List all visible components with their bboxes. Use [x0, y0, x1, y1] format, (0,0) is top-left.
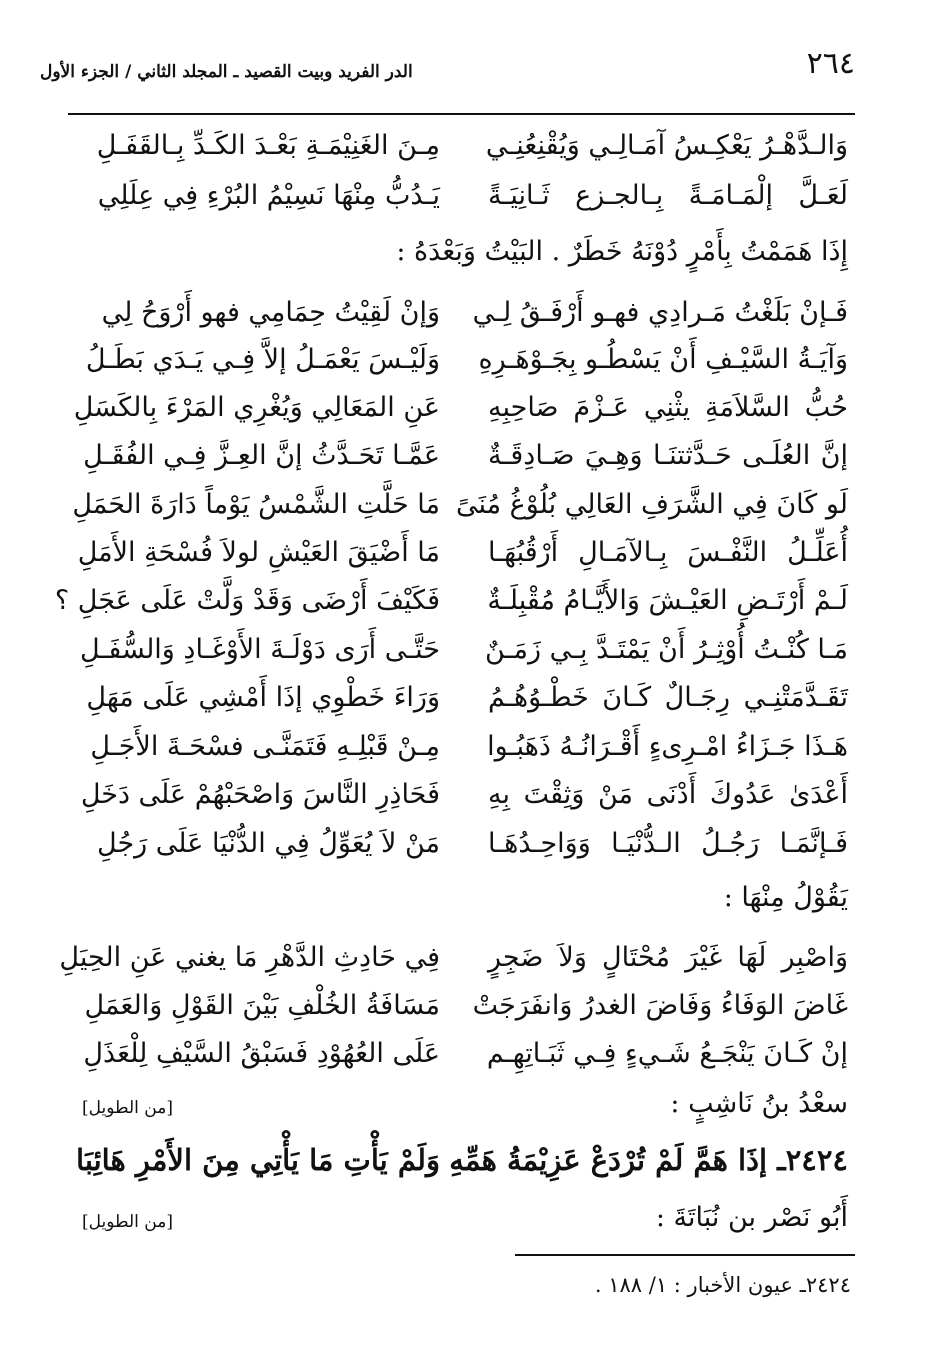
verse-hemistich-left: عَمَّـا تَحَـدَّثُ إنَّ العِـزَّ فِـي الفُقَـلِ — [83, 440, 440, 471]
verse-hemistich-left: مِـنْ قَبْلِـهِ فَتَمَنَّـى فسْحَـةَ الأَجَـلِ — [90, 731, 440, 762]
verse-hemistich-right: إنْ كَـانَ يَنْجَـعُ شَـيءٍ فِـي ثَبَـاتِهِـم — [486, 1038, 848, 1069]
verse-hemistich-right: لَـمْ أَرْتَـضِ العَيْـشَ وَالأَيَّـامُ مُقْبِلَـةٌ — [487, 585, 848, 616]
verse-hemistich-left: عَنِ المَعَالِي وَيُغْرِي المَرْءَ بِالكَسَلِ — [73, 392, 440, 423]
poet-name: أَبُو نَصْر بن نُبَاتَةَ : — [655, 1202, 848, 1233]
verse-hemistich-left: وَلَيْـسَ يَعْمَـلُ إلاَّ فِـي يَـدَي بَطَـلُ — [85, 344, 440, 375]
verse-hemistich-right: غَاضَ الوَفَاءُ وَفَاضَ الغدرُ وَانفَرَجَتْ — [472, 990, 848, 1021]
meter-label: [من الطويل] — [82, 1212, 173, 1232]
verse-hemistich-right: لَو كَانَ فِي الشَّرَفِ العَالِي بُلُوْغُ مُنَىً — [455, 489, 848, 520]
verse-hemistich-right: لَعَـلَّ إلْمَـامَـةً بِـالجـزع ثَـانِيَـةً — [488, 180, 848, 211]
verse-hemistich-right: أُعَلِّـلُ النَّفْـسَ بِـالآمَـالِ أَرْقُبُهَـا — [488, 537, 848, 568]
verse-hemistich-right: وَاصْبِر لَهَا غَيْرَ مُحْتَالٍ وَلاَ ضَجِرٍ — [488, 942, 848, 973]
verse-hemistich-left: مَنْ لاَ يُعَوِّلُ فِي الدُّنْيَا عَلَى رَجُلِ — [97, 828, 440, 859]
verse-hemistich-right: أَعْدَىٰ عَدُوكَ أَدْنَى مَنْ وَثِقْتَ بِهِ — [488, 779, 848, 810]
verse-hemistich-right: فَـإنَّمَـا رَجُـلُ الـدُّنْيَـا وَوَاحِـدُهَـا — [488, 828, 848, 859]
verse-hemistich-left: فَحَاذِرِ النَّاسَ وَاصْحَبْهُمْ عَلَى دَخَلِ — [80, 779, 440, 810]
verse-hemistich-left: وَلَمْ يَأْتِ مَا يَأْتِي مِنَ الأَمْرِ هَائِبَا — [76, 1143, 440, 1177]
running-header: الدر الفريد وبيت القصيد ـ المجلد الثاني / الجزء الأول — [40, 62, 413, 82]
verse-hemistich-right: وَآيَـةُ السَّيْـفِ أَنْ يَسْطُـو بِجَـوْهَـرِهِ — [478, 344, 848, 375]
verse-hemistich-left: فَكَيْفَ أَرْضَى وَقَدْ وَلَّتْ عَلَى عَجَلِ ؟ — [54, 585, 440, 616]
header-rule — [68, 113, 855, 115]
footnote: ٢٤٢٤ـ عيون الأخبار : ١/ ١٨٨ . — [594, 1273, 851, 1297]
verse-hemistich-right: وَالـدَّهْـرُ يَعْكِـسُ آمَـالِـي وَيُقْنِعُنِـي — [485, 130, 848, 161]
verse-hemistich-left: يَـدُبُّ مِنْهَا نَسِيْمُ البُرْءِ فِي عِلَلِي — [97, 180, 440, 211]
verse-hemistich-right: هَـذَا جَـزَاءُ امْـرِىءٍ أَقْـرَانُـهُ ذَهَبُـوا — [487, 731, 848, 762]
poet-name: سعْدُ بنُ نَاشِبٍ : — [670, 1088, 848, 1119]
verse-hemistich-right: مَـا كُنْـتُ أُوْثِـرُ أَنْ يَمْتَـدَّ بِـي زَمَـنٌ — [485, 634, 848, 665]
verse-hemistich-left: حَتَّـى أَرَى دَوْلَـةَ الأَوْغَـادِ وَالسُّفَـلِ — [79, 634, 440, 665]
prose-intro: إِذَا هَمَمْتُ بِأَمْرٍ دُوْنَهُ خَطَرٌ . البَيْتُ وَبَعْدَهُ : — [396, 236, 848, 267]
verse-hemistich-left: مِـنَ الغَنِيْمَـةِ بَعْـدَ الكَـدِّ بِـالقَفَـلِ — [96, 130, 440, 161]
verse-hemistich-left: عَلَى العُهُوْدِ فَسَبْقُ السَّيْفِ لِلْعَذَلِ — [83, 1038, 440, 1069]
verse-hemistich-left: فِي حَادِثِ الدَّهْرِ مَا يغني عَنِ الحِيَلِ — [59, 942, 440, 973]
page-number: ٢٦٤ — [806, 46, 855, 81]
verse-hemistich-left: مَسَافَةُ الخُلْفِ بَيْنَ القَوْلِ وَالعَمَلِ — [84, 990, 440, 1021]
prose-minha: يَقُوْلُ مِنْهَا : — [723, 882, 848, 913]
verse-hemistich-right: ٢٤٢٤ـ إذَا هَمَّ لَمْ تُرْدَعْ عَزِيْمَةُ هَمِّهِ — [449, 1143, 848, 1177]
verse-hemistich-left: وَرَاءَ خَطْوِي إذَا أَمْشِي عَلَى مَهَلِ — [86, 682, 440, 713]
verse-hemistich-right: حُبُّ السَّلاَمَةِ يثْنِي عَـزْمَ صَاحِبِهِ — [488, 392, 848, 423]
verse-hemistich-right: تَقَـدَّمَتْنِـي رِجَـالٌ كَـانَ خَطْـوُهُـمُ — [488, 682, 848, 713]
verse-hemistich-left: مَا أَضْيَقَ العَيْشِ لولاَ فُسْحَةِ الأَمَلِ — [77, 537, 440, 568]
meter-label: [من الطويل] — [82, 1098, 173, 1118]
verse-hemistich-right: إنَّ العُلَـى حَـدَّثتنَـا وَهِـيَ صَـادِقَـةٌ — [488, 440, 848, 471]
verse-hemistich-left: وَإنْ لَقِيْتُ حِمَامِي فهو أَرْوَحُ لِي — [101, 297, 440, 328]
verse-hemistich-right: فَـإنْ بَلَغْتُ مَـرادِي فهـو أَرْفَـقُ لِـي — [472, 297, 848, 328]
verse-hemistich-left: مَا حَلَّتِ الشَّمْسُ يَوْماً دَارَةَ الحَمَلِ — [72, 489, 440, 520]
footnote-rule — [515, 1254, 855, 1256]
